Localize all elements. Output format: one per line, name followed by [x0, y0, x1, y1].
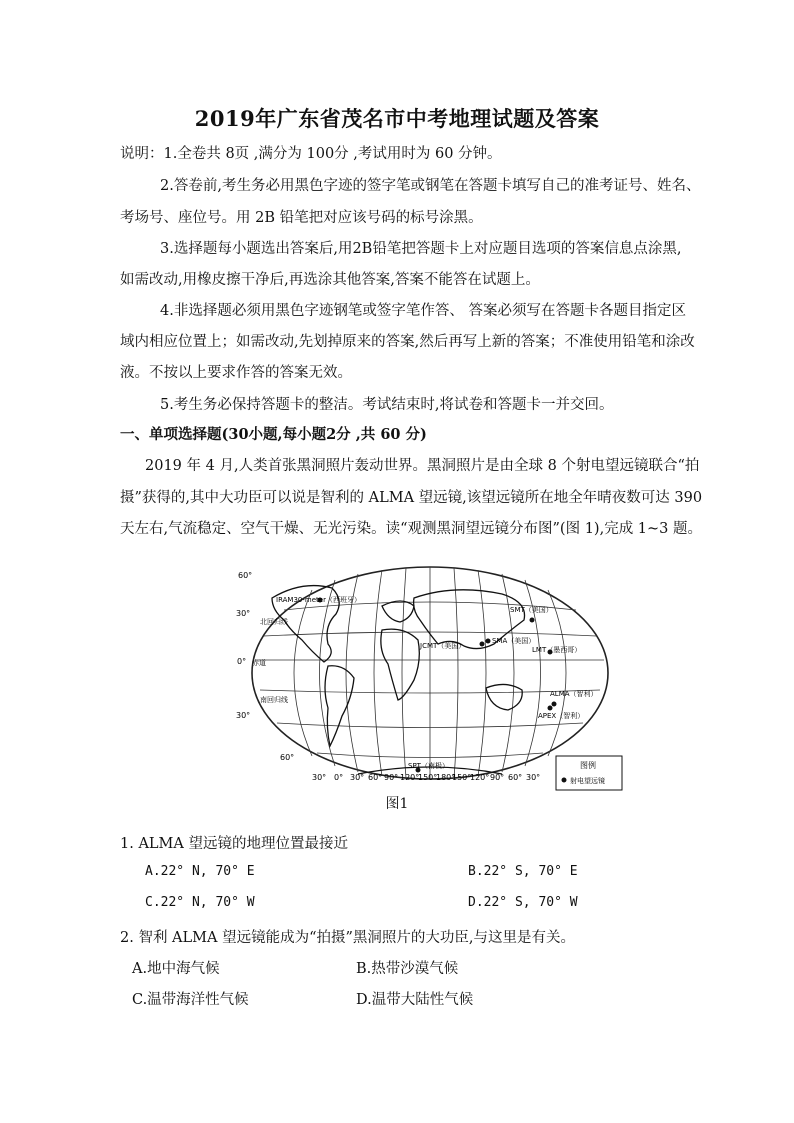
svg-text:30°: 30° [312, 773, 327, 782]
answer-option: B.22° S, 70° E [468, 864, 578, 879]
continents [272, 586, 525, 774]
svg-text:150°: 150° [418, 773, 438, 782]
telescope-label: SMA（美国） [492, 637, 536, 645]
question-stem: 2. 智利 ALMA 望远镜能成为“拍摄”黑洞照片的大功臣,与这里是有关。 [120, 930, 576, 946]
telescope-distribution-map [232, 548, 628, 816]
svg-text:90°: 90° [490, 773, 505, 782]
instruction-line: 如需改动,用橡皮擦干净后,再选涂其他答案,答案不能答在试题上。 [120, 272, 540, 288]
question-stem: 1. ALMA 望远镜的地理位置最接近 [120, 836, 348, 852]
australia [486, 684, 522, 710]
svg-text:150°: 150° [452, 773, 472, 782]
telescope-label: ALMA（智利） [550, 690, 598, 698]
telescope-label: LMT（墨西哥） [532, 646, 582, 654]
answer-option: A.22° N, 70° E [145, 864, 255, 879]
lat-label: 60° [238, 571, 253, 580]
answer-option: D.温带大陆性气候 [356, 992, 474, 1008]
svg-text:60°: 60° [508, 773, 523, 782]
svg-text:0°: 0° [334, 773, 344, 782]
telescope-dot [480, 642, 485, 647]
answer-option: D.22° S, 70° W [468, 895, 578, 910]
telescope-dot [486, 639, 491, 644]
instruction-line: 液。不按以上要求作答的答案无效。 [120, 365, 352, 381]
lat-name-label: 赤道 [252, 659, 266, 667]
instruction-line: 5.考生务必保持答题卡的整洁。考试结束时,将试卷和答题卡一并交回。 [160, 397, 614, 413]
telescope-dot [552, 702, 557, 707]
world-map-svg [232, 548, 628, 816]
intro-line: 2019 年 4 月,人类首张黑洞照片轰动世界。黑洞照片是由全球 8 个射电望远镜联合“拍 [145, 458, 700, 474]
svg-text:30°: 30° [350, 773, 365, 782]
lat-label: 30° [236, 609, 251, 618]
answer-option: C.22° N, 70° W [145, 895, 255, 910]
instruction-line: 考场号、座位号。用 2B 铅笔把对应该号码的标号涂黑。 [120, 210, 483, 226]
lat-name-label: 北回归线 [260, 618, 288, 626]
lat-name-label: 南回归线 [260, 696, 288, 704]
answer-option: A.地中海气候 [132, 961, 220, 977]
svg-text:120°: 120° [470, 773, 490, 782]
telescope-dot [530, 618, 535, 623]
svg-text:180°: 180° [436, 773, 456, 782]
telescope-label: APEX（智利） [538, 712, 585, 720]
svg-text:90°: 90° [384, 773, 399, 782]
telescope-label: SPT（南极） [408, 762, 449, 770]
page-title: 2019年广东省茂名市中考地理试题及答案 [194, 106, 600, 131]
lat-label: 60° [280, 753, 295, 762]
telescope-label: JCMT（美国） [420, 642, 466, 650]
europe [382, 601, 414, 622]
instruction-line: 4.非选择题必须用黑色字迹钢笔或签字笔作答、 答案必须写在答题卡各题目指定区 [160, 303, 686, 319]
legend-label: 射电望远镜 [570, 777, 605, 785]
section-heading: 一、单项选择题(30小题,每小题2分 ,共 60 分) [120, 426, 427, 443]
africa [381, 629, 419, 700]
svg-text:60°: 60° [368, 773, 383, 782]
telescope-label: IRAM30-meter（西班牙） [276, 596, 361, 604]
svg-text:120°: 120° [400, 773, 420, 782]
legend-dot [562, 778, 567, 783]
telescope-label: SMT（美国） [510, 606, 553, 614]
lat-label: 0° [237, 657, 247, 666]
instruction-line: 2.答卷前,考生务必用黑色字迹的签字笔或钢笔在答题卡填写自己的准考证号、姓名、 [160, 178, 701, 194]
telescope-dot [548, 706, 553, 711]
intro-line: 摄”获得的,其中大功臣可以说是智利的 ALMA 望远镜,该望远镜所在地全年晴夜数可达 390 [120, 490, 703, 506]
figure-caption: 图1 [385, 796, 409, 812]
intro-line: 天左右,气流稳定、空气干燥、无光污染。读“观测黑洞望远镜分布图”(图 1),完成 1~3 题。 [120, 521, 703, 537]
instruction-line: 3.选择题每小题选出答案后,用2B铅笔把答题卡上对应题目选项的答案信息点涂黑, [160, 241, 682, 257]
instruction-line: 说明：1.全卷共 8页 ,满分为 100分 ,考试用时为 60 分钟。 [120, 146, 502, 162]
instruction-line: 域内相应位置上；如需改动,先划掉原来的答案,然后再写上新的答案；不准使用铅笔和涂改 [120, 334, 695, 350]
legend-title: 图例 [580, 761, 596, 770]
south-america [325, 666, 354, 746]
answer-option: C.温带海洋性气候 [132, 992, 249, 1008]
lon-labels [312, 773, 540, 782]
svg-text:30°: 30° [526, 773, 541, 782]
lat-label: 30° [236, 711, 251, 720]
answer-option: B.热带沙漠气候 [356, 961, 459, 977]
